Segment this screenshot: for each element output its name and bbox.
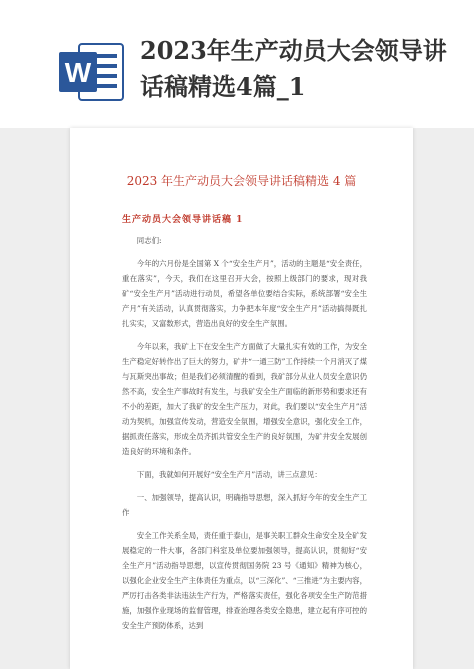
document-heading: 2023年生产动员大会领导讲话稿精选4篇_1	[140, 36, 447, 101]
paragraph: 今年的六月份是全国第 X 个“安全生产月”，活动的主题是“安全责任，重在落实”，今天，我们在这里召开大会，按照上级部门的要求，现对我矿“安全生产月”活动进行动员，希望各单位要结合实际，系统部署“安全生产月”有关活动，认真贯彻落实，力争把本年度“安全生产月”活动搞得既扎扎实实，又富数形式，营造出良好的安全生产氛围。	[122, 259, 367, 328]
paragraph: 下面，我就如何开展好“安全生产月”活动，讲三点意见：	[136, 470, 322, 479]
paragraph: 安全工作关系全局，责任重于泰山，是事关职工群众生命安全及全矿发展稳定的一件大事，各部门科室及单位要加强领导，提高认识，贯彻好“安全生产月”活动指导思想，以宣传贯彻国务院 23 号《通知》精神为核心，以强化企业安全生产主体责任为重点，以“三深化”、“三推进”为主要内容，严厉打击各类非法违法生产行为，严格落实责任，强化各项安全生产防范措施，加强作业现场的监督管理，排查治理各类安全隐患，建立起有序可控的安全生产预防体系，达到	[122, 531, 367, 630]
page-title: 2023 年生产动员大会领导讲话稿精选 4 篇	[126, 174, 357, 188]
section-heading: 生产动员大会领导讲话稿 1	[122, 215, 244, 225]
salutation: 同志们:	[136, 236, 162, 245]
word-document-icon	[57, 40, 127, 104]
document-page	[70, 128, 413, 669]
document-body	[122, 233, 367, 641]
word-icon-letter: W	[64, 57, 92, 88]
paragraph: 今年以来，我矿上下在安全生产方面做了大量扎实有效的工作，为安全生产稳定好转作出了巨大的努力，矿井“一通三防”工作持续一个月消灭了煤与瓦斯突出事故；但是我们必须清醒的看到，我矿部分从业人员安全意识仍然不高，安全生产事故时有发生，与我矿安全生产面临的新形势和要求还有不小的差距，加大了我矿的安全生产压力，对此，我们要以“安全生产月”活动为契机，加强宣传发动，营造安全氛围，增强安全意识，强化安全工作，据抓责任落实，形成全员齐抓共管安全生产的良好氛围，为矿井安全发展创造良好的环境和条件。	[122, 342, 367, 456]
paragraph: 一、加强领导，提高认识，明确指导思想，深入抓好今年的安全生产工作	[122, 493, 367, 517]
header-bar	[0, 0, 474, 128]
